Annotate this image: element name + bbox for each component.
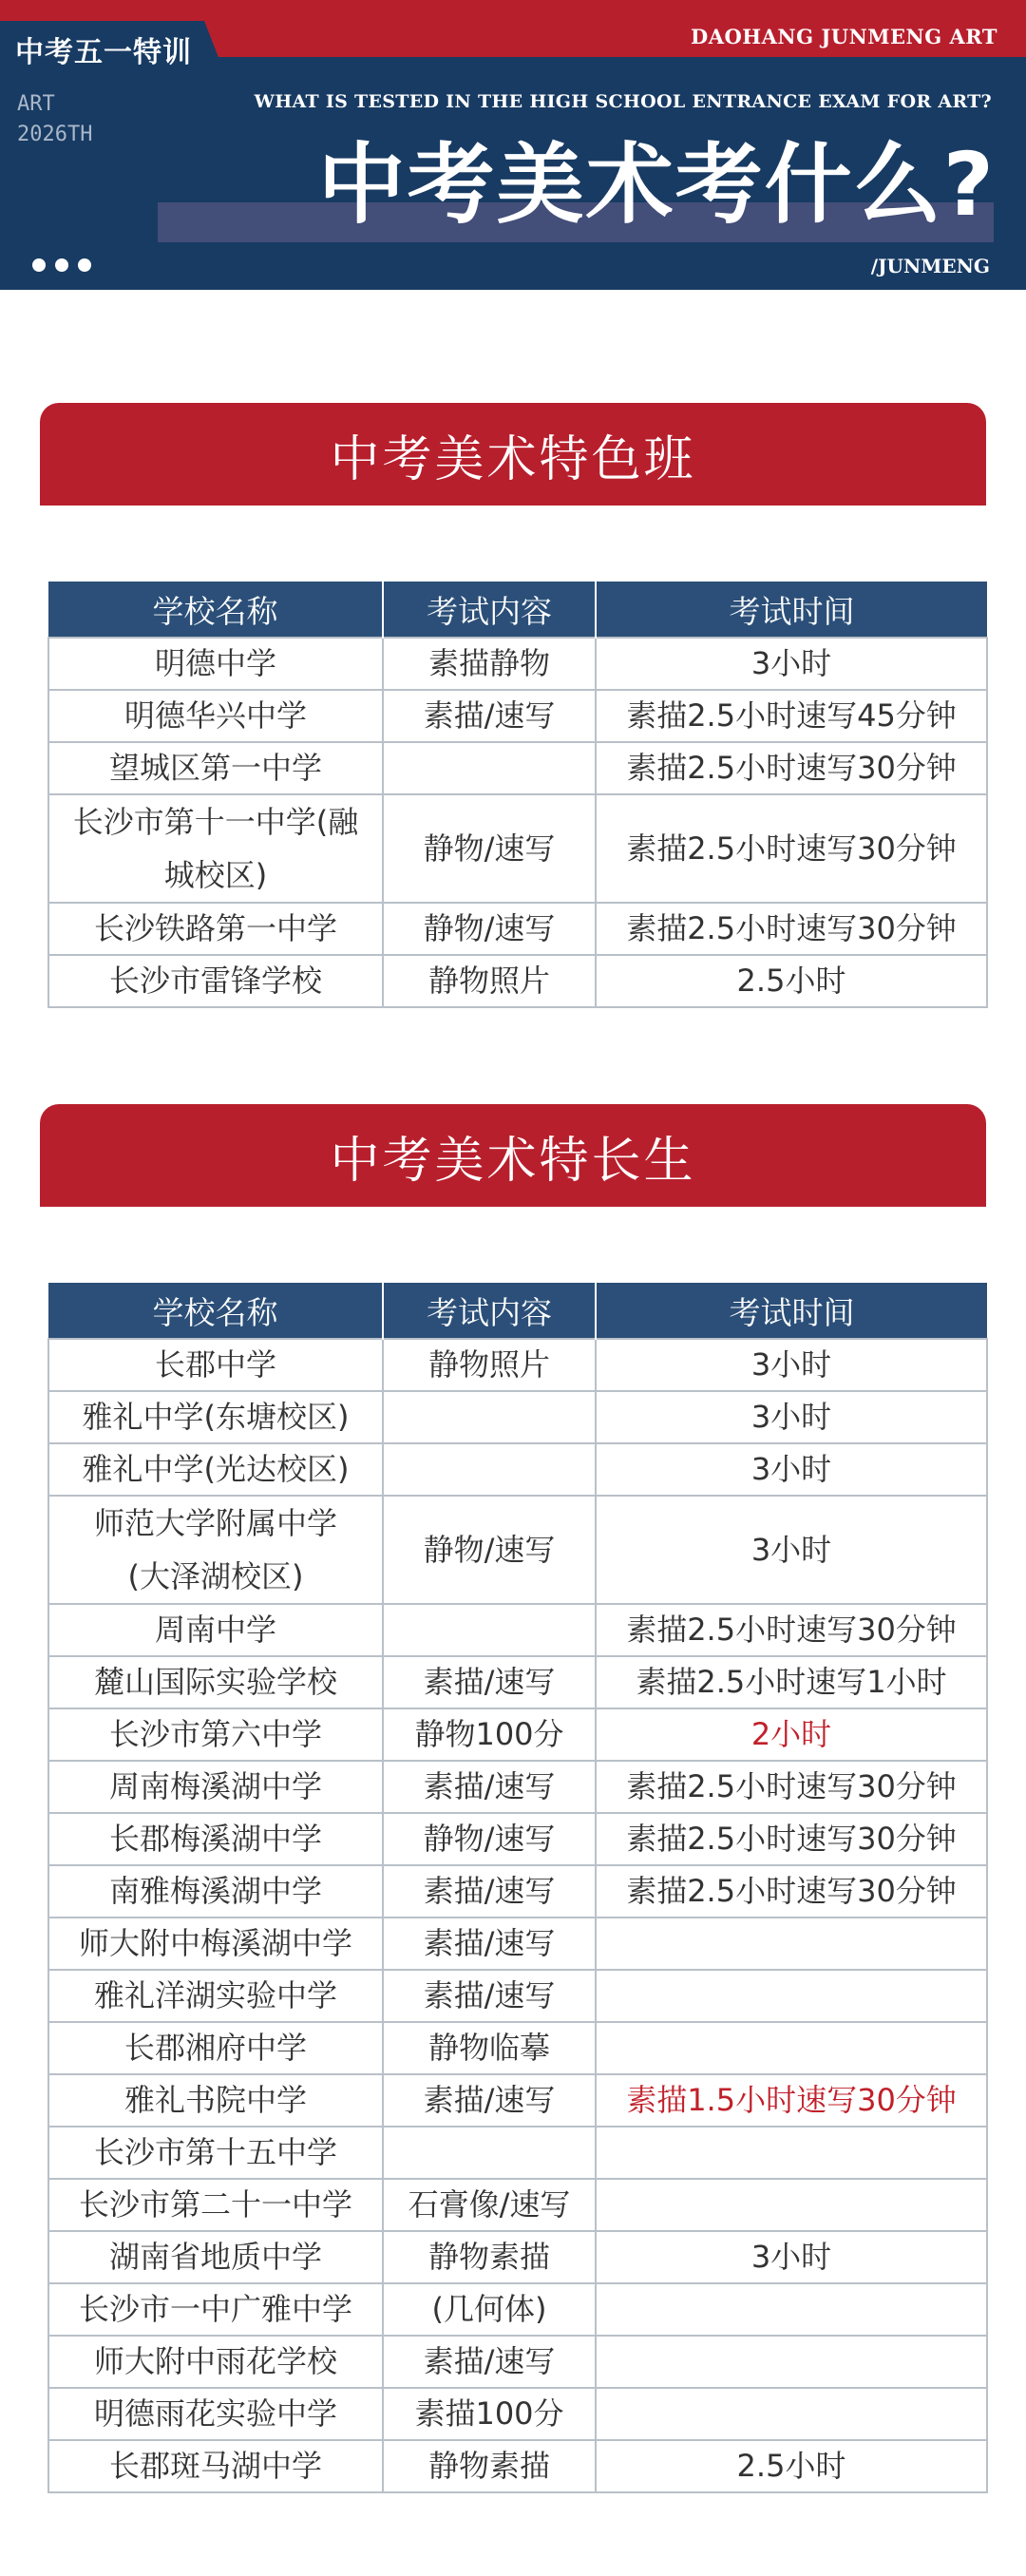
school-cell: 长郡湘府中学 [48,2022,383,2074]
school-cell: 湖南省地质中学 [48,2231,383,2283]
dots-icon [32,258,91,272]
time-cell: 3小时 [596,1339,987,1391]
content-cell: 素描/速写 [383,1970,596,2022]
time-cell: 3小时 [596,1443,987,1496]
school-cell: 师大附中梅溪湖中学 [48,1918,383,1970]
school-cell: 长沙铁路第一中学 [48,903,383,955]
content-cell [383,742,596,794]
table-row [48,1918,987,1970]
table-row [48,1656,987,1708]
time-cell: 素描2.5小时速写30分钟 [596,1604,987,1656]
table-header-row [48,582,987,638]
school-name-line2: (大泽湖校区) [127,1558,304,1594]
table-row [48,2388,987,2440]
school-cell: 雅礼中学(光达校区) [48,1443,383,1496]
time-cell [596,2336,987,2388]
content-cell [383,2127,596,2179]
content-cell: 素描静物 [383,638,596,690]
art-year-label [17,89,92,150]
time-cell: 2.5小时 [596,2440,987,2492]
school-cell: 长沙市第十五中学 [48,2127,383,2179]
special-class-table [48,582,988,1008]
content-cell: 静物照片 [383,955,596,1007]
content-cell: 静物照片 [383,1339,596,1391]
art-label-line1: ART [17,92,55,116]
table-row [48,1339,987,1391]
time-cell [596,2283,987,2336]
time-cell: 素描2.5小时速写45分钟 [596,690,987,742]
time-cell [596,2388,987,2440]
time-cell: 素描2.5小时速写30分钟 [596,742,987,794]
school-cell: 明德华兴中学 [48,690,383,742]
banner-tag: 中考五一特训 [15,36,192,69]
school-name-line1: 长沙市第十一中学(融 [72,804,359,840]
header-banner [0,0,1026,290]
column-header-content: 考试内容 [383,582,596,638]
time-cell: 素描2.5小时速写1小时 [596,1656,987,1708]
column-header-content: 考试内容 [383,1283,596,1339]
school-cell [48,1496,383,1604]
time-cell: 素描2.5小时速写30分钟 [596,1813,987,1865]
table-row [48,742,987,794]
table-row [48,903,987,955]
time-cell [596,2127,987,2179]
time-cell [596,2179,987,2231]
specialty-students-table [48,1283,988,2493]
brand-name: DAOHANG JUNMENG ART [690,25,998,48]
art-label-line2: 2026TH [17,123,93,146]
time-cell [596,1918,987,1970]
time-cell: 3小时 [596,1496,987,1604]
school-cell: 师大附中雨花学校 [48,2336,383,2388]
time-cell: 素描2.5小时速写30分钟 [596,1865,987,1918]
school-cell: 雅礼书院中学 [48,2074,383,2127]
content-cell: 静物100分 [383,1708,596,1761]
dot [32,258,46,272]
school-cell [48,794,383,903]
school-cell: 麓山国际实验学校 [48,1656,383,1708]
content-cell: 素描/速写 [383,1865,596,1918]
table-row [48,2283,987,2336]
time-cell: 3小时 [596,1391,987,1443]
school-cell: 长沙市第六中学 [48,1708,383,1761]
dot [55,258,68,272]
school-cell: 长郡中学 [48,1339,383,1391]
school-cell: 周南中学 [48,1604,383,1656]
content-cell: 静物/速写 [383,794,596,903]
dot [78,258,91,272]
school-name-line2: 城校区) [163,857,268,893]
content-cell: 素描/速写 [383,1656,596,1708]
content-cell: 静物素描 [383,2231,596,2283]
content-cell: 素描100分 [383,2388,596,2440]
section-title-special-class: 中考美术特色班 [40,403,986,506]
table-header-row [48,1283,987,1339]
page-title: 中考美术考什么? [317,134,996,236]
table-row [48,2231,987,2283]
table-row [48,1708,987,1761]
time-cell: 3小时 [596,638,987,690]
time-cell: 素描2.5小时速写30分钟 [596,903,987,955]
content-cell: 静物/速写 [383,1813,596,1865]
table-row [48,690,987,742]
english-subtitle: WHAT IS TESTED IN THE HIGH SCHOOL ENTRANCE EXAM FOR ART? [254,91,992,112]
table-row [48,1761,987,1813]
time-cell-highlighted: 2小时 [596,1708,987,1761]
time-cell: 素描2.5小时速写30分钟 [596,794,987,903]
time-cell [596,1970,987,2022]
table-row [48,794,987,903]
table-row [48,1813,987,1865]
school-name-line1: 师范大学附属中学 [93,1505,337,1541]
table-row [48,638,987,690]
time-cell: 素描2.5小时速写30分钟 [596,1761,987,1813]
table-row [48,955,987,1007]
school-cell: 长郡梅溪湖中学 [48,1813,383,1865]
column-header-time: 考试时间 [596,582,987,638]
school-cell: 明德雨花实验中学 [48,2388,383,2440]
column-header-time: 考试时间 [596,1283,987,1339]
content-cell: 静物/速写 [383,903,596,955]
school-cell: 雅礼中学(东塘校区) [48,1391,383,1443]
school-cell: 长郡斑马湖中学 [48,2440,383,2492]
content-cell: 素描/速写 [383,2074,596,2127]
time-cell: 3小时 [596,2231,987,2283]
table-row [48,1604,987,1656]
table-row [48,2179,987,2231]
content-cell: 素描/速写 [383,1918,596,1970]
section-title-specialty-students: 中考美术特长生 [40,1104,986,1207]
content-cell: 静物/速写 [383,1496,596,1604]
school-cell: 雅礼洋湖实验中学 [48,1970,383,2022]
table-row [48,1496,987,1604]
time-cell-highlighted: 素描1.5小时速写30分钟 [596,2074,987,2127]
content-cell: 素描/速写 [383,1761,596,1813]
table-row [48,1391,987,1443]
content-cell [383,1443,596,1496]
school-cell: 周南梅溪湖中学 [48,1761,383,1813]
school-cell: 望城区第一中学 [48,742,383,794]
column-header-school: 学校名称 [48,1283,383,1339]
content-cell: (几何体) [383,2283,596,2336]
content-cell [383,1391,596,1443]
school-cell: 明德中学 [48,638,383,690]
time-cell: 2.5小时 [596,955,987,1007]
table-row [48,2336,987,2388]
table-row [48,1443,987,1496]
table-row [48,2074,987,2127]
school-cell: 南雅梅溪湖中学 [48,1865,383,1918]
table-row [48,2127,987,2179]
table-row [48,1970,987,2022]
content-cell: 静物临摹 [383,2022,596,2074]
school-cell: 长沙市雷锋学校 [48,955,383,1007]
table-row [48,2022,987,2074]
content-cell: 静物素描 [383,2440,596,2492]
column-header-school: 学校名称 [48,582,383,638]
time-cell [596,2022,987,2074]
table-row [48,2440,987,2492]
content-cell: 石膏像/速写 [383,2179,596,2231]
content-cell: 素描/速写 [383,690,596,742]
content-cell [383,1604,596,1656]
content-cell: 素描/速写 [383,2336,596,2388]
school-cell: 长沙市一中广雅中学 [48,2283,383,2336]
signature: /JUNMENG [870,255,990,277]
table-row [48,1865,987,1918]
school-cell: 长沙市第二十一中学 [48,2179,383,2231]
